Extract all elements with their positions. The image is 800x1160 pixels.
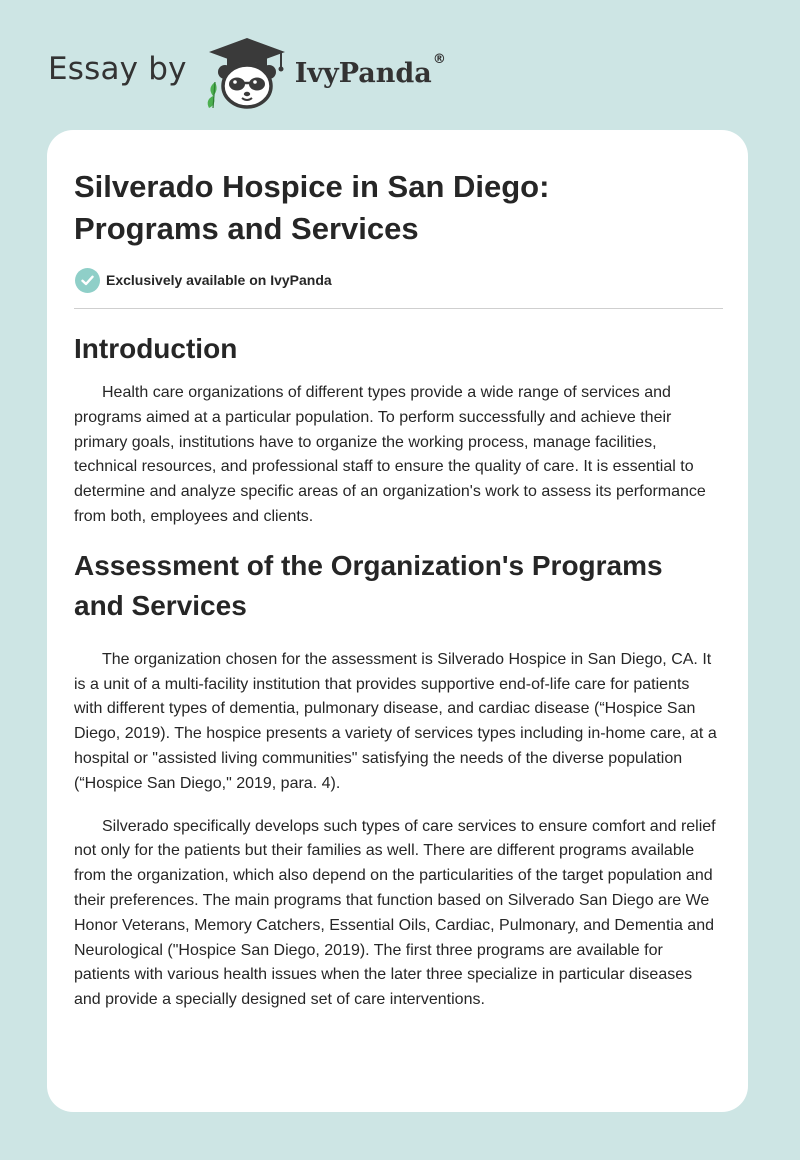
paragraph-assessment-2: Silverado specifically develops such types of care services to ensure comfort and relief not only for the patients but their families as well. There are different programs available from the organization, which also depend on the particularities of the target population and their preferences. The main programs that function based on Silverado San Diego are We Honor Veterans, Memory Catchers, Essential Oils, Cardiac, Pulmonary, and Dementia and Neurological ("Hospice San Diego, 2019). The first three programs are available for patients with various health issues when the later three specialize in particular diseases and provide a specially designed set of care interventions.	[74, 817, 716, 1009]
essay-card	[47, 130, 748, 1112]
title-divider	[74, 308, 723, 309]
registered-mark: ®	[432, 51, 446, 67]
site-header	[48, 34, 446, 110]
essay-by-label: Essay by	[48, 51, 187, 87]
paragraph-introduction: Health care organizations of different types provide a wide range of services and programs aimed at a particular population. To perform successfully and achieve their primary goals, institutions have to organize the working process, manage facilities, technical resources, and professional staff to ensure the quality of care. It is essential to determine and analyze specific areas of an organization's work to assess its performance from both, employees and clients.	[74, 384, 706, 525]
essay-title-line-1: Silverado Hospice in San Diego:	[74, 169, 550, 204]
ivypanda-brand-name: IvyPanda®	[294, 51, 446, 89]
section-heading-assessment-line-2: and Services	[74, 589, 247, 621]
check-circle-icon	[75, 268, 100, 293]
panda-graduate-logo-icon[interactable]	[201, 34, 291, 110]
section-heading-assessment-line-1: Assessment of the Organization's Programs	[74, 549, 663, 581]
essay-content	[74, 166, 722, 1013]
exclusive-badge	[74, 266, 722, 294]
essay-title	[74, 166, 722, 250]
paragraph-assessment-1: The organization chosen for the assessment is Silverado Hospice in San Diego, CA. It is a unit of a multi-facility institution that provides supportive end-of-life care for patients with different types of dementia, pulmonary disease, and cardiac disease (“Hospice San Diego, 2019). The hospice presents a variety of services types including in-home care, at a hospital or "assisted living communities" satisfying the needs of the diverse population (“Hospice San Diego," 2019, para. 4).	[74, 650, 717, 792]
section-heading-assessment	[74, 546, 722, 626]
essay-title-line-2: Programs and Services	[74, 211, 419, 246]
exclusive-label: Exclusively available on IvyPanda	[106, 272, 332, 288]
section-heading-introduction: Introduction	[74, 333, 238, 364]
